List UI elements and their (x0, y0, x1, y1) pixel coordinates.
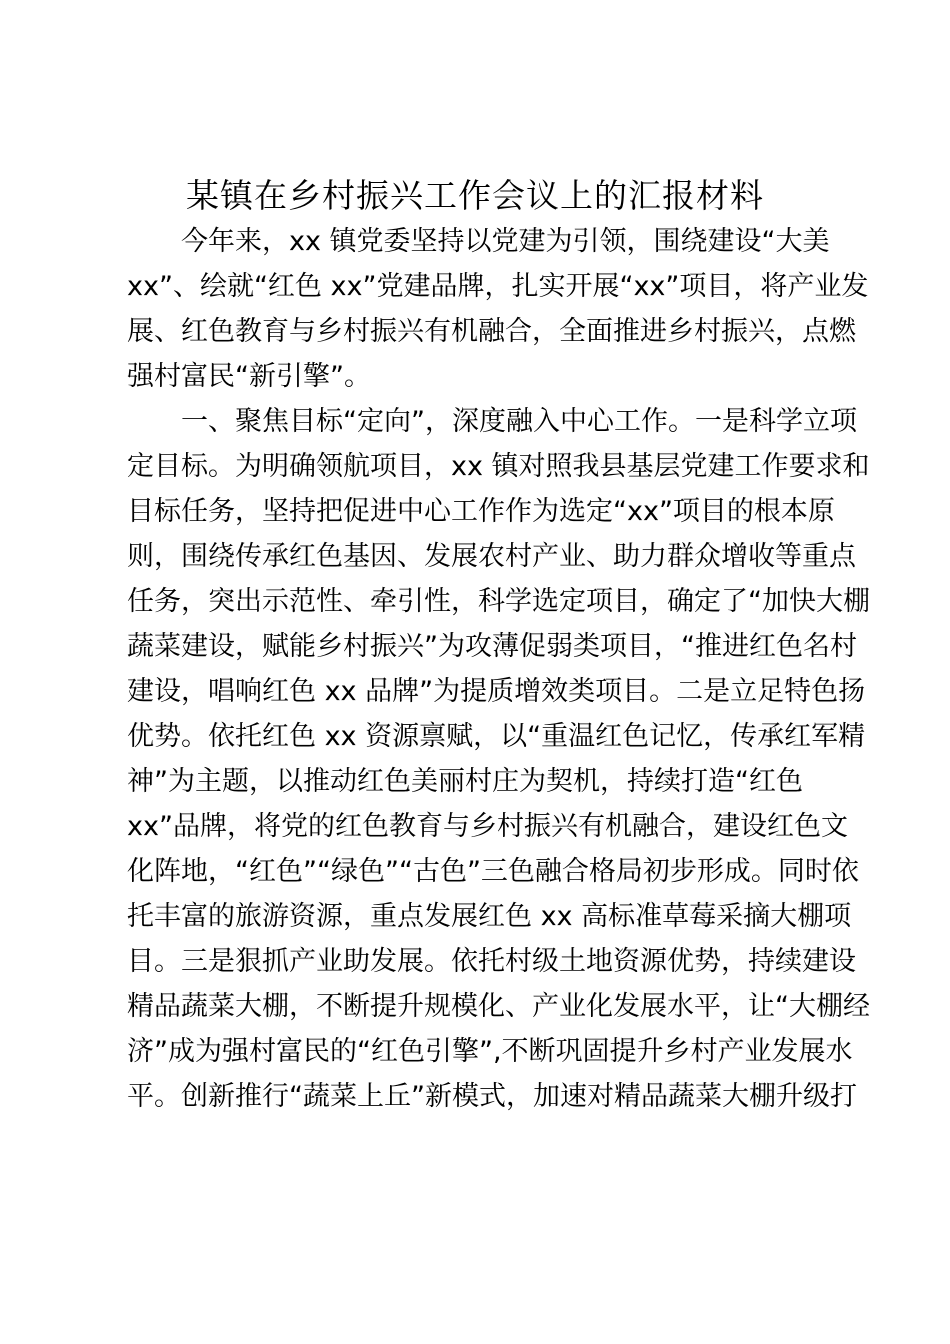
paragraph-line: 建设，唱响红色 xx 品牌”为提质增效类项目。二是立足特色扬 (127, 676, 866, 707)
paragraph-line: 平。创新推行“蔬菜上丘”新模式，加速对精品蔬菜大棚升级打 (127, 1081, 857, 1112)
paragraph-line: 展、红色教育与乡村振兴有机融合，全面推进乡村振兴，点燃 (127, 316, 856, 347)
paragraph-line: 神”为主题，以推动红色美丽村庄为契机，持续打造“红色 (127, 766, 803, 797)
paragraph-line: 一、聚焦目标“定向”，深度融入中心工作。一是科学立项 (181, 406, 857, 437)
document-title: 某镇在乡村振兴工作会议上的汇报材料 (186, 176, 764, 215)
paragraph-line: 目。三是狠抓产业助发展。依托村级土地资源优势，持续建设 (127, 946, 856, 977)
paragraph-line: 精品蔬菜大棚，不断提升规模化、产业化发展水平，让“大棚经 (127, 991, 870, 1022)
paragraph-line: 今年来，xx 镇党委坚持以党建为引领，围绕建设“大美 (181, 226, 830, 257)
paragraph-line: 则，围绕传承红色基因、发展农村产业、助力群众增收等重点 (127, 541, 856, 572)
paragraph-line: 任务，突出示范性、牵引性，科学选定项目，确定了“加快大棚 (127, 586, 870, 617)
paragraph-line: 目标任务，坚持把促进中心工作作为选定“xx”项目的根本原 (127, 496, 835, 527)
paragraph-line: 优势。依托红色 xx 资源禀赋，以“重温红色记忆，传承红军精 (127, 721, 866, 752)
paragraph-line: xx”品牌，将党的红色教育与乡村振兴有机融合，建设红色文 (127, 811, 848, 842)
paragraph-line: 强村富民“新引擎”。 (127, 361, 371, 392)
paragraph-line: xx”、绘就“红色 xx”党建品牌，扎实开展“xx”项目，将产业发 (127, 271, 869, 302)
paragraph-line: 定目标。为明确领航项目，xx 镇对照我县基层党建工作要求和 (127, 451, 870, 482)
paragraph-line: 蔬菜建设，赋能乡村振兴”为攻薄促弱类项目，“推进红色名村 (127, 631, 857, 662)
paragraph-line: 化阵地，“红色”“绿色”“古色”三色融合格局初步形成。同时依 (127, 856, 859, 887)
paragraph-line: 济”成为强村富民的“红色引擎”,不断巩固提升乡村产业发展水 (127, 1036, 853, 1067)
paragraph-line: 托丰富的旅游资源，重点发展红色 xx 高标准草莓采摘大棚项 (127, 901, 852, 932)
